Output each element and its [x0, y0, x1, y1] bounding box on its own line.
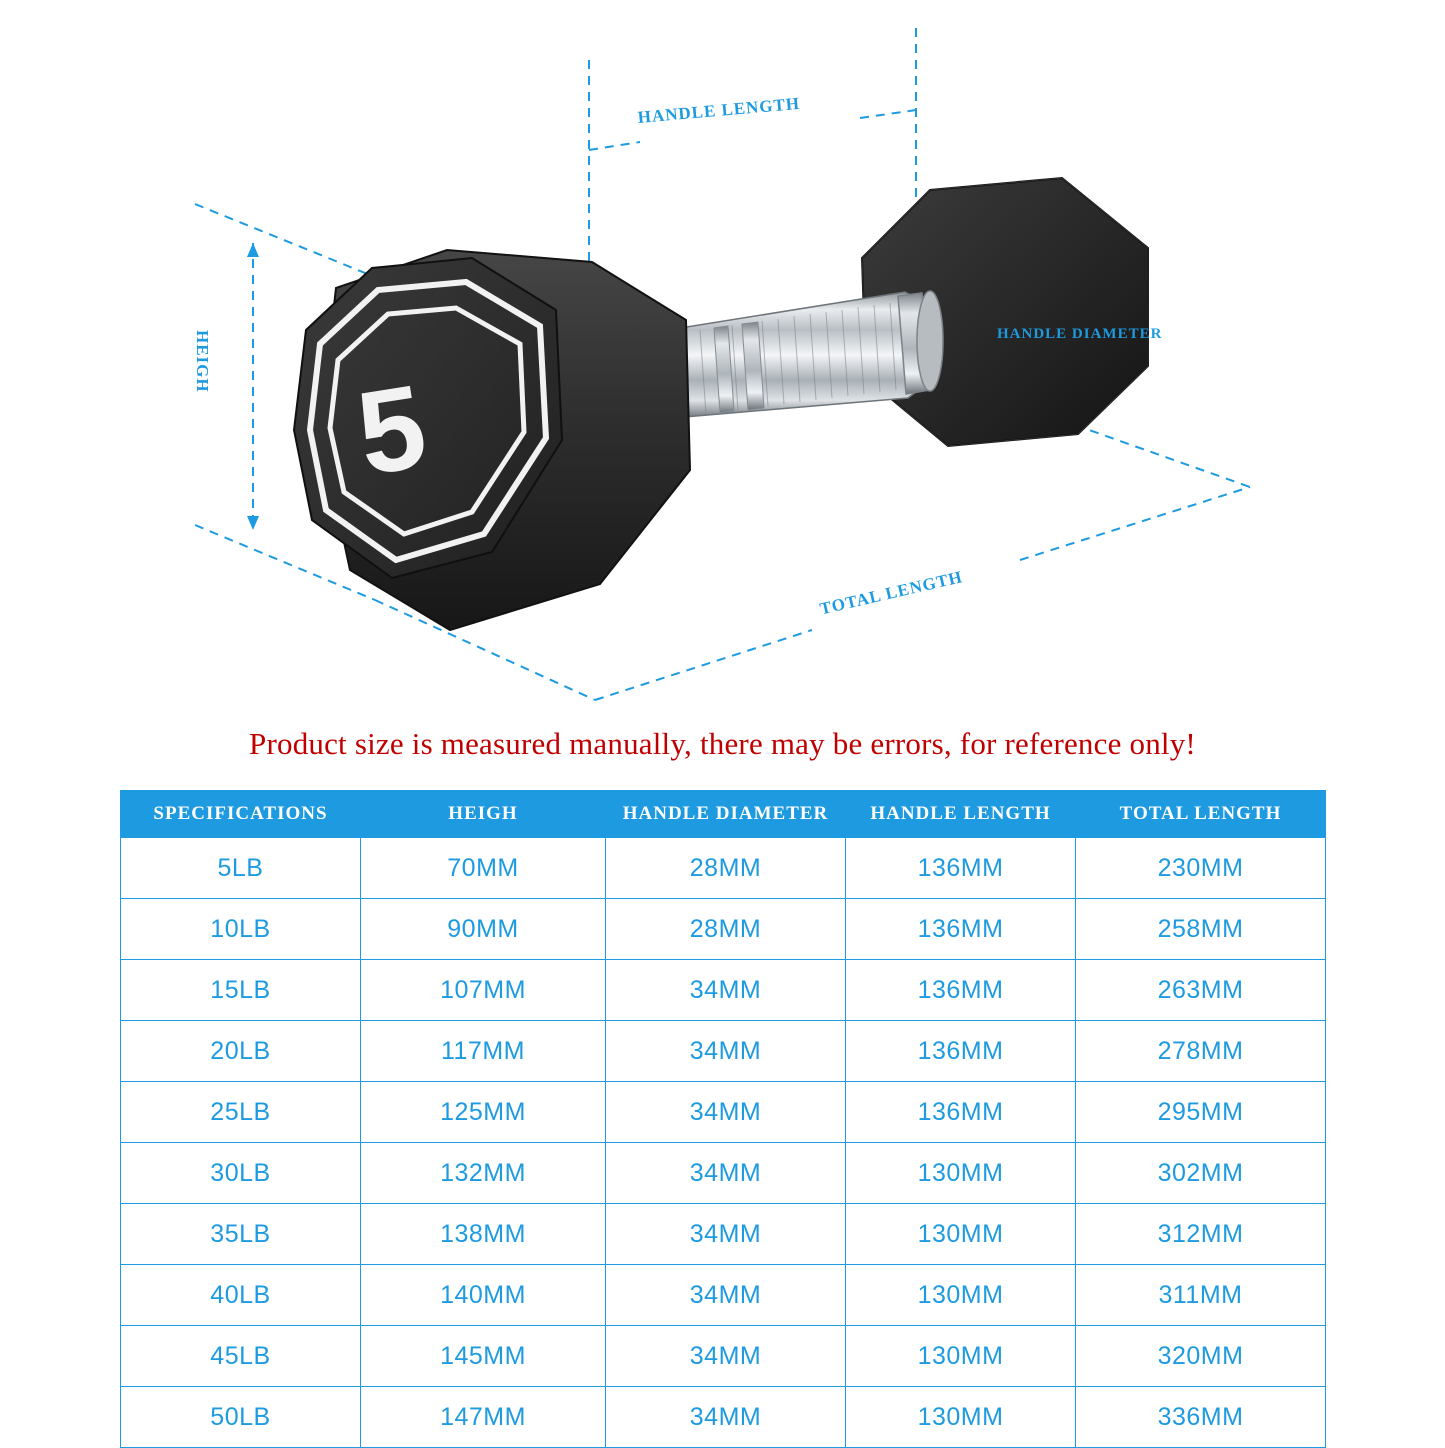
cell-specification: 35LB — [121, 1204, 361, 1265]
cell-specification: 45LB — [121, 1326, 361, 1387]
table-row — [121, 1326, 1326, 1387]
cell-heigh: 145MM — [361, 1326, 606, 1387]
cell-specification: 5LB — [121, 838, 361, 899]
product-dimension-illustration — [0, 0, 1445, 720]
table-row — [121, 1021, 1326, 1082]
cell-heigh: 140MM — [361, 1265, 606, 1326]
dimension-label-handle-length: HANDLE LENGTH — [637, 93, 801, 127]
table-header-row — [121, 791, 1326, 838]
cell-specification: 10LB — [121, 899, 361, 960]
cell-total-length: 230MM — [1076, 838, 1326, 899]
dimension-label-total-length: TOTAL LENGTH — [818, 567, 965, 619]
dimension-label-heigh: HEIGH — [193, 330, 212, 393]
table-body — [121, 838, 1326, 1448]
specifications-table — [120, 790, 1326, 1448]
cell-handle-diameter: 34MM — [606, 1021, 846, 1082]
cell-handle-diameter: 34MM — [606, 960, 846, 1021]
column-header-handle-length: HANDLE LENGTH — [846, 791, 1076, 838]
dumbbell-graphic — [294, 178, 1148, 630]
column-header-specifications: SPECIFICATIONS — [121, 791, 361, 838]
cell-heigh: 125MM — [361, 1082, 606, 1143]
cell-total-length: 336MM — [1076, 1387, 1326, 1448]
cell-heigh: 132MM — [361, 1143, 606, 1204]
cell-total-length: 302MM — [1076, 1143, 1326, 1204]
cell-total-length: 311MM — [1076, 1265, 1326, 1326]
table-header — [121, 791, 1326, 838]
measurement-notice: Product size is measured manually, there may be errors, for reference only! — [249, 726, 1196, 761]
cell-handle-diameter: 28MM — [606, 838, 846, 899]
cell-heigh: 107MM — [361, 960, 606, 1021]
cell-handle-length: 136MM — [846, 1021, 1076, 1082]
column-header-heigh: HEIGH — [361, 791, 606, 838]
cell-handle-length: 130MM — [846, 1387, 1076, 1448]
cell-handle-length: 130MM — [846, 1326, 1076, 1387]
table-row — [121, 1082, 1326, 1143]
dimension-label-handle-diameter: HANDLE DIAMETER — [997, 326, 1163, 342]
cell-heigh: 147MM — [361, 1387, 606, 1448]
cell-handle-diameter: 34MM — [606, 1204, 846, 1265]
cell-specification: 20LB — [121, 1021, 361, 1082]
column-header-handle-diameter: HANDLE DIAMETER — [606, 791, 846, 838]
cell-specification: 30LB — [121, 1143, 361, 1204]
cell-handle-length: 136MM — [846, 838, 1076, 899]
cell-specification: 15LB — [121, 960, 361, 1021]
cell-handle-diameter: 28MM — [606, 899, 846, 960]
table-row — [121, 1204, 1326, 1265]
cell-total-length: 278MM — [1076, 1021, 1326, 1082]
cell-handle-diameter: 34MM — [606, 1387, 846, 1448]
specifications-table-container — [120, 790, 1325, 1448]
table-row — [121, 1387, 1326, 1448]
cell-handle-length: 130MM — [846, 1143, 1076, 1204]
cell-specification: 50LB — [121, 1387, 361, 1448]
cell-heigh: 70MM — [361, 838, 606, 899]
cell-total-length: 258MM — [1076, 899, 1326, 960]
table-row — [121, 1265, 1326, 1326]
cell-heigh: 138MM — [361, 1204, 606, 1265]
cell-total-length: 312MM — [1076, 1204, 1326, 1265]
cell-total-length: 263MM — [1076, 960, 1326, 1021]
cell-handle-diameter: 34MM — [606, 1326, 846, 1387]
table-row — [121, 838, 1326, 899]
table-row — [121, 899, 1326, 960]
cell-total-length: 295MM — [1076, 1082, 1326, 1143]
weight-number: 5 — [349, 360, 435, 501]
cell-handle-length: 130MM — [846, 1204, 1076, 1265]
table-row — [121, 1143, 1326, 1204]
cell-total-length: 320MM — [1076, 1326, 1326, 1387]
column-header-total-length: TOTAL LENGTH — [1076, 791, 1326, 838]
cell-heigh: 117MM — [361, 1021, 606, 1082]
cell-specification: 40LB — [121, 1265, 361, 1326]
cell-handle-diameter: 34MM — [606, 1143, 846, 1204]
cell-handle-length: 136MM — [846, 1082, 1076, 1143]
cell-specification: 25LB — [121, 1082, 361, 1143]
cell-handle-length: 130MM — [846, 1265, 1076, 1326]
table-row — [121, 960, 1326, 1021]
cell-handle-diameter: 34MM — [606, 1082, 846, 1143]
cell-handle-diameter: 34MM — [606, 1265, 846, 1326]
cell-handle-length: 136MM — [846, 899, 1076, 960]
cell-handle-length: 136MM — [846, 960, 1076, 1021]
cell-heigh: 90MM — [361, 899, 606, 960]
